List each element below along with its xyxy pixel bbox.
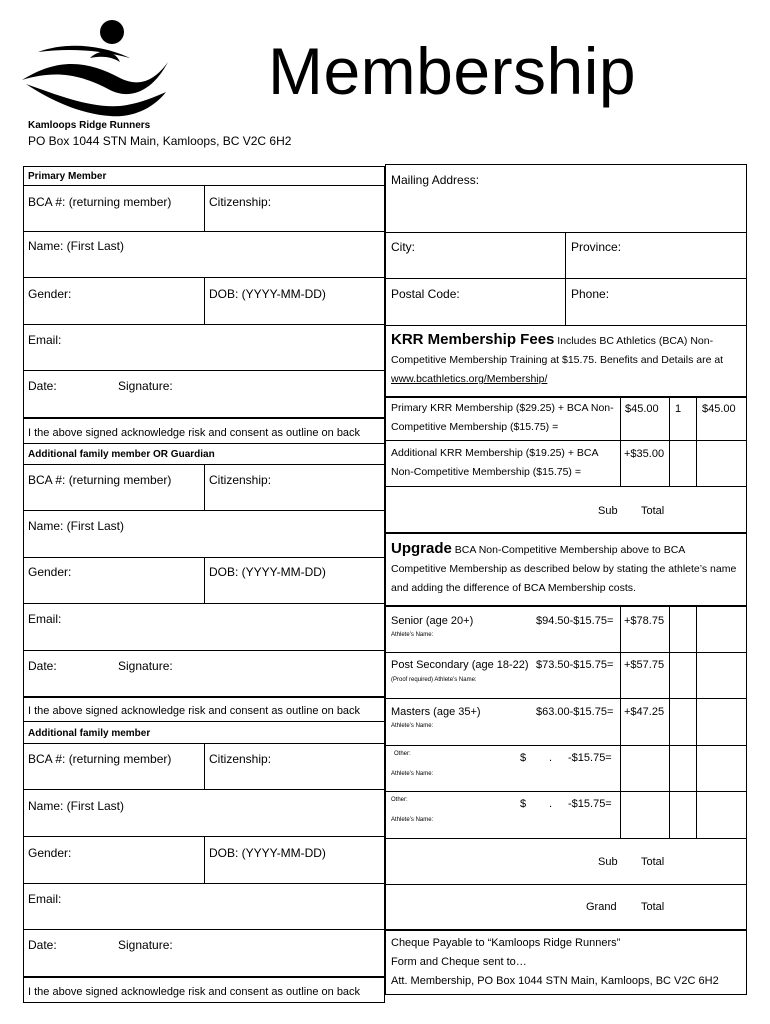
upgrade-description: BCA Non-Competitive Membership above to BCA Competitive Membership as described below by stating the athlete’s name and adding the difference of BCA Membership costs. [391, 544, 737, 594]
primary-name-field[interactable]: Name: (First Last) [23, 231, 385, 278]
phone-field[interactable]: Phone: [565, 278, 747, 326]
masters-total[interactable] [696, 698, 747, 746]
family2-dob-field[interactable]: DOB: (YYYY-MM-DD) [204, 836, 385, 884]
upgrade-other-row-1[interactable]: Other: $ . -$15.75= Athlete’s Name: [385, 745, 621, 792]
postal-code-field[interactable]: Postal Code: [385, 278, 566, 326]
upgrade-masters-row[interactable]: Masters (age 35+) $63.00-$15.75= Athlete’s Name: [385, 698, 621, 746]
other-2-qty[interactable] [669, 791, 697, 839]
family2-citizenship-field[interactable]: Citizenship: [204, 743, 385, 790]
masters-price: +$47.25 [620, 698, 670, 746]
primary-dob-field[interactable]: DOB: (YYYY-MM-DD) [204, 277, 385, 325]
primary-gender-field[interactable]: Gender: [23, 277, 205, 325]
family2-email-field[interactable]: Email: [23, 883, 385, 930]
upgrade-senior-row[interactable]: Senior (age 20+) $94.50-$15.75= Athlete’s Name: [385, 605, 621, 653]
family-name-field[interactable]: Name: (First Last) [23, 510, 385, 558]
primary-consent: I the above signed acknowledge risk and consent as outline on back [23, 417, 385, 444]
fees-info [385, 325, 747, 397]
upgrade-heading: Upgrade [391, 540, 452, 557]
family-gender-field[interactable]: Gender: [23, 557, 205, 604]
family-dob-field[interactable]: DOB: (YYYY-MM-DD) [204, 557, 385, 604]
payment-instructions: Cheque Payable to “Kamloops Ridge Runners” Form and Cheque sent to… Att. Membership, PO Box 1044 STN Main, Kamloops, BC V2C 6H2 [385, 929, 747, 995]
family-citizenship-field[interactable]: Citizenship: [204, 464, 385, 511]
family-bca-field[interactable]: BCA #: (returning member) [23, 464, 205, 511]
additional-fee-total[interactable] [696, 440, 747, 487]
family-date-signature-field[interactable]: Date: Signature: [23, 650, 385, 697]
other-1-price[interactable] [620, 745, 670, 792]
mailing-address-field[interactable]: Mailing Address: [385, 164, 747, 233]
family-consent: I the above signed acknowledge risk and consent as outline on back [23, 696, 385, 722]
primary-fee-desc: Primary KRR Membership ($29.25) + BCA Non-Competitive Membership ($15.75) = [385, 396, 621, 441]
family2-gender-field[interactable]: Gender: [23, 836, 205, 884]
family2-date-signature-field[interactable]: Date: Signature: [23, 929, 385, 977]
grand-total-row: Grand Total [385, 884, 747, 930]
primary-fee-total: $45.00 [696, 396, 747, 441]
primary-citizenship-field[interactable]: Citizenship: [204, 185, 385, 232]
family-email-field[interactable]: Email: [23, 603, 385, 651]
family2-section-header: Additional family member [23, 721, 385, 744]
family-section-header: Additional family member OR Guardian [23, 443, 385, 465]
other-2-price[interactable] [620, 791, 670, 839]
primary-fee-price: $45.00 [620, 396, 670, 441]
other-2-total[interactable] [696, 791, 747, 839]
family2-consent: I the above signed acknowledge risk and consent as outline on back [23, 976, 385, 1003]
senior-qty[interactable] [669, 605, 697, 653]
post-secondary-price: +$57.75 [620, 652, 670, 699]
primary-section-header: Primary Member [23, 166, 385, 186]
post-secondary-qty[interactable] [669, 652, 697, 699]
org-name: Kamloops Ridge Runners [28, 120, 151, 131]
upgrade-post-secondary-row[interactable]: Post Secondary (age 18-22) $73.50-$15.75= (Proof required) Athlete’s Name: [385, 652, 621, 699]
family2-bca-field[interactable]: BCA #: (returning member) [23, 743, 205, 790]
masters-qty[interactable] [669, 698, 697, 746]
upgrade-info [385, 532, 747, 606]
additional-fee-price: +$35.00 [620, 440, 670, 487]
other-1-qty[interactable] [669, 745, 697, 792]
org-address: PO Box 1044 STN Main, Kamloops, BC V2C 6H2 [28, 134, 292, 148]
primary-bca-field[interactable]: BCA #: (returning member) [23, 185, 205, 232]
post-secondary-total[interactable] [696, 652, 747, 699]
runner-logo [20, 18, 170, 122]
province-field[interactable]: Province: [565, 232, 747, 279]
fees-description: Includes BC Athletics (BCA) Non-Competitive Membership Training at $15.75. Benefits and Details are at [391, 335, 724, 366]
additional-fee-desc: Additional KRR Membership ($19.25) + BCA Non-Competitive Membership ($15.75) = [385, 440, 621, 487]
other-1-total[interactable] [696, 745, 747, 792]
additional-fee-qty[interactable] [669, 440, 697, 487]
family2-name-field[interactable]: Name: (First Last) [23, 789, 385, 837]
primary-email-field[interactable]: Email: [23, 324, 385, 371]
upgrade-other-row-2[interactable]: Other: $ . -$15.75= Athlete’s Name: [385, 791, 621, 839]
fees-subtotal-row: Sub Total [385, 486, 747, 533]
city-field[interactable]: City: [385, 232, 566, 279]
fees-heading: KRR Membership Fees [391, 331, 555, 348]
primary-fee-qty[interactable]: 1 [669, 396, 697, 441]
upgrade-subtotal-row: Sub Total [385, 838, 747, 885]
primary-date-signature-field[interactable]: Date: Signature: [23, 370, 385, 418]
senior-price: +$78.75 [620, 605, 670, 653]
senior-total[interactable] [696, 605, 747, 653]
page-title: Membership [268, 34, 637, 108]
bca-link[interactable]: www.bcathletics.org/Membership/ [391, 373, 548, 385]
